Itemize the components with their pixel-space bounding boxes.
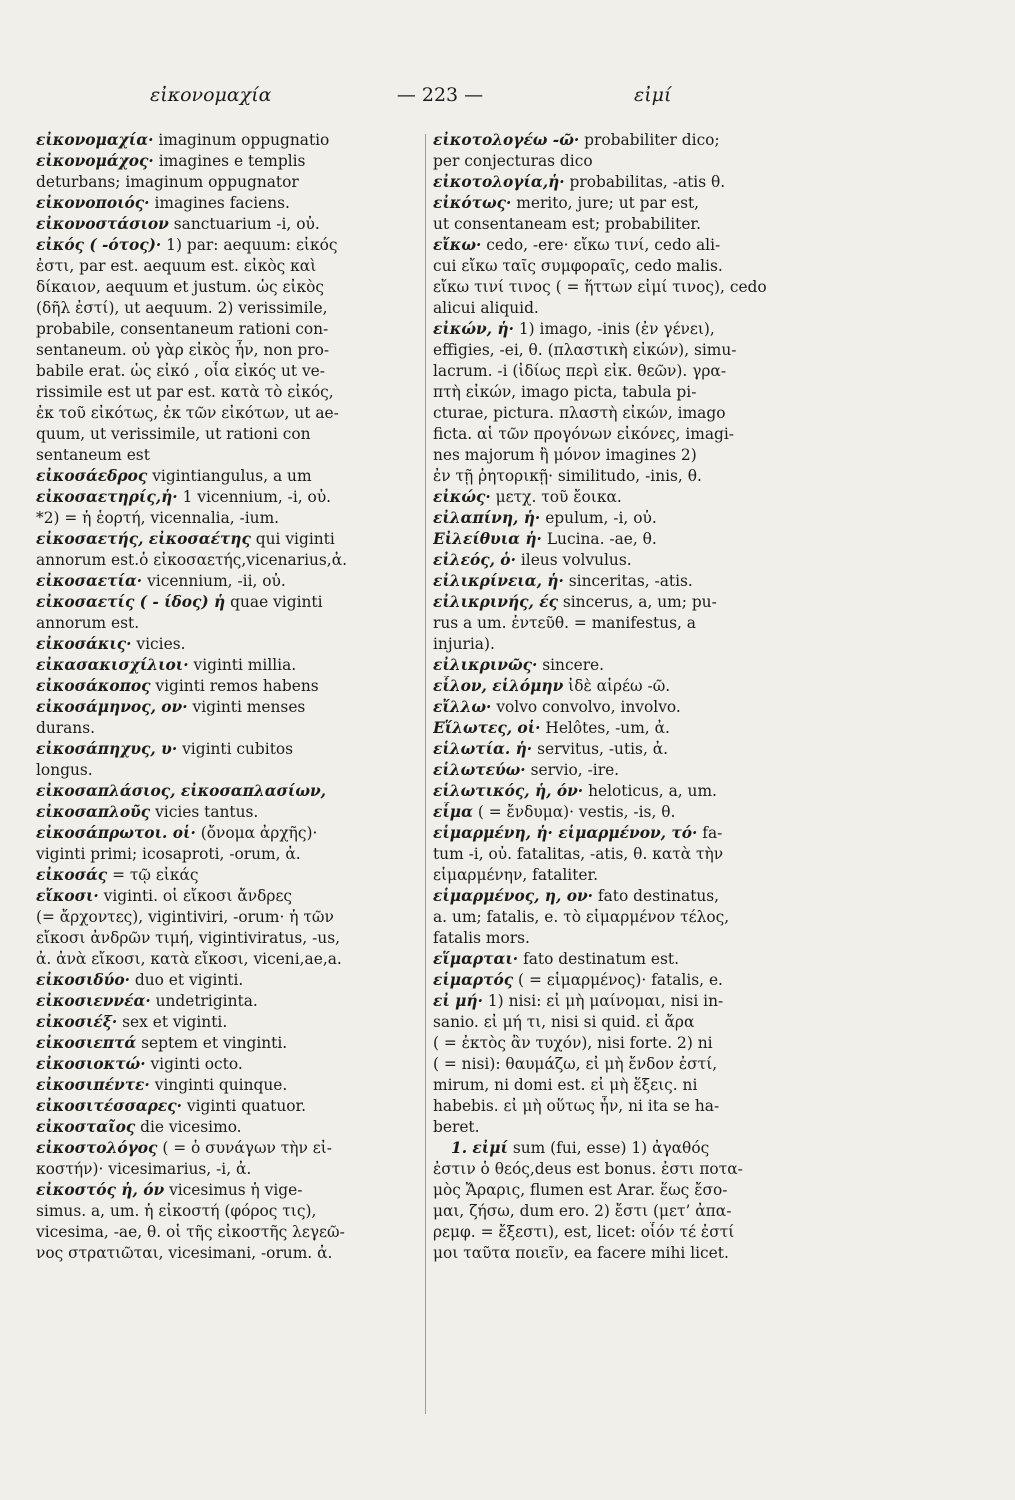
headword: εἷμα <box>433 803 473 821</box>
entry-line <box>36 886 421 907</box>
entry-line <box>36 655 421 676</box>
headword: εἰκοσαετής, εἰκοσαέτης <box>36 530 251 548</box>
definition-text: a. um; fatalis, e. τὸ εἱμαρμένον τέλος, <box>433 908 730 926</box>
headword: εἰκοσιπέντε· <box>36 1076 150 1094</box>
definition-text: tum -i, οὐ. fatalitas, -atis, θ. κατὰ τὴν <box>433 845 724 863</box>
definition-text: imagines faciens. <box>154 194 290 212</box>
left-column <box>36 130 421 1264</box>
definition-text: ( = ἐκτὸς ἂν τυχόν), nisi forte. 2) ni <box>433 1034 713 1052</box>
headword: εἰκοσάμηνος, ον· <box>36 698 188 716</box>
entry-line <box>36 1054 421 1075</box>
entry-line <box>433 445 825 466</box>
entry-line <box>433 718 825 739</box>
headword: εἰκοσαετία· <box>36 572 143 590</box>
definition-text: annorum est. <box>36 614 140 632</box>
entry-line <box>36 928 421 949</box>
definition-text: ἰδὲ αἱρέω -ῶ. <box>568 677 671 695</box>
entry-line <box>433 550 825 571</box>
definition-text: (ὄνομα ἀρχῆς)· <box>200 824 318 842</box>
header-right-guideword: εἰμί <box>634 84 672 106</box>
headword: εἰκοσαπλοῦς <box>36 803 151 821</box>
entry-line <box>36 760 421 781</box>
definition-text: cui εἴκω ταῖς συμφοραῖς, cedo malis. <box>433 257 723 275</box>
headword: εἱλωτεύω· <box>433 761 526 779</box>
definition-text: probabilitas, -atis θ. <box>569 173 726 191</box>
definition-text: 1) nisi: εἰ μὴ μαίνομαι, nisi in- <box>487 992 724 1010</box>
definition-text: μετχ. τοῦ ἔοικα. <box>495 488 622 506</box>
entry-line <box>36 844 421 865</box>
definition-text: 1) par: aequum: εἰκός <box>166 236 338 254</box>
definition-text: sincerus, a, um; pu- <box>562 593 717 611</box>
definition-text: sinceritas, -atis. <box>568 572 693 590</box>
entry-line <box>433 655 825 676</box>
entry-line <box>433 928 825 949</box>
definition-text: duo et viginti. <box>134 971 244 989</box>
definition-text: fa- <box>702 824 723 842</box>
headword: 1. εἰμί <box>451 1139 508 1157</box>
entry-line <box>433 634 825 655</box>
definition-text: servitus, -utis, ἀ. <box>537 740 669 758</box>
headword: εἰλικρινής, ές <box>433 593 558 611</box>
definition-text: μὸς Ἄραρις, flumen est Arar. ἕως ἔσο- <box>433 1181 728 1199</box>
entry-line <box>433 382 825 403</box>
entry-line <box>36 214 421 235</box>
definition-text: viginti cubitos <box>182 740 294 758</box>
definition-text: fato destinatum est. <box>523 950 679 968</box>
headword: εἰκοσιέξ· <box>36 1013 118 1031</box>
definition-text: viginti octo. <box>150 1055 243 1073</box>
entry-line <box>36 571 421 592</box>
definition-text: ficta. αἱ τῶν προγόνων εἰκόνες, imagi- <box>433 425 735 443</box>
definition-text: sum (fui, esse) 1) ἀγαθός <box>512 1139 710 1157</box>
entry-line <box>433 613 825 634</box>
entry-line <box>36 403 421 424</box>
definition-text: ἀ. ἀνὰ εἴκοσι, κατὰ εἴκοσι, viceni,ae,a. <box>36 950 342 968</box>
entry-line <box>36 1201 421 1222</box>
definition-text: vicesimus ἡ vige- <box>169 1181 303 1199</box>
entry-line <box>433 592 825 613</box>
definition-text: deturbans; imaginum oppugnator <box>36 173 299 191</box>
definition-text: vicesima, -ae, θ. οἱ τῆς εἰκοστῆς λεγεῶ- <box>36 1223 345 1241</box>
headword: εἰκασακισχίλιοι· <box>36 656 189 674</box>
definition-text: μοι ταῦτα ποιεῖν, ea facere mihi licet. <box>433 1244 729 1262</box>
definition-text: viginti primi; icosaproti, -orum, ἀ. <box>36 845 301 863</box>
entry-line <box>433 1096 825 1117</box>
entry-line <box>433 319 825 340</box>
entry-line <box>36 739 421 760</box>
definition-text: ἐστιν ὁ θεός,deus est bonus. ἐστι ποτα- <box>433 1160 743 1178</box>
headword: εἴκοσι· <box>36 887 99 905</box>
entry-line <box>433 298 825 319</box>
entry-line <box>433 1180 825 1201</box>
headword: εἰλαπίνη, ἡ· <box>433 509 541 527</box>
entry-line <box>433 235 825 256</box>
entry-line <box>36 361 421 382</box>
definition-text: ἐν τῇ ῥητορικῇ· similitudo, -inis, θ. <box>433 467 702 485</box>
entry-line <box>433 424 825 445</box>
entry-line <box>433 865 825 886</box>
entry-line <box>36 907 421 928</box>
headword: εἰκονομαχία· <box>36 131 154 149</box>
definition-text: viginti quatuor. <box>186 1097 307 1115</box>
definition-text: nes majorum ἢ μόνον imagines 2) <box>433 446 697 464</box>
definition-text: viginti remos habens <box>155 677 319 695</box>
definition-text: injuria). <box>433 635 495 653</box>
entry-line <box>433 949 825 970</box>
headword: εἷλον, εἱλόμην <box>433 677 564 695</box>
headword: εἰκός ( -ότος)· <box>36 236 162 254</box>
headword: εἰκοσαετηρίς,ἡ· <box>36 488 178 506</box>
definition-text: ἐκ τοῦ εἰκότως, ἐκ τῶν εἰκότων, ut ae- <box>36 404 339 422</box>
definition-text: ut consentaneam est; probabiliter. <box>433 215 701 233</box>
definition-text: *2) = ἡ ἑορτή, vicennalia, -ium. <box>36 509 280 527</box>
definition-text: νος στρατιῶται, vicesimani, -orum. ἀ. <box>36 1244 333 1262</box>
definition-text: ileus volvulus. <box>520 551 632 569</box>
entry-line <box>433 172 825 193</box>
definition-text: cedo, -ere· εἴκω τινί, cedo ali- <box>486 236 721 254</box>
definition-text: πτὴ εἰκών, imago picta, tabula pi- <box>433 383 697 401</box>
headword: εἰκοσάεδρος <box>36 467 148 485</box>
headword: εἰκών, ἡ· <box>433 320 514 338</box>
definition-text: κοστήν)· vicesimarius, -i, ἀ. <box>36 1160 252 1178</box>
definition-text: epulum, -i, οὐ. <box>545 509 657 527</box>
definition-text: rissimile est ut par est. κατὰ τὸ εἰκός, <box>36 383 334 401</box>
headword: εἰλικρινῶς· <box>433 656 538 674</box>
headword: εἰκοσιεπτά <box>36 1034 137 1052</box>
definition-text: servio, -ire. <box>530 761 620 779</box>
headword: εἰλεός, ὁ· <box>433 551 516 569</box>
entry-line <box>36 1243 421 1264</box>
entry-line <box>36 1117 421 1138</box>
headword: εἰκοσιτέσσαρες· <box>36 1097 182 1115</box>
entry-line <box>36 781 421 802</box>
right-column <box>433 130 825 1264</box>
entry-line <box>433 1201 825 1222</box>
entry-line <box>433 1243 825 1264</box>
headword: εἰκονοποιός· <box>36 194 150 212</box>
headword: εἰκοσιδύο· <box>36 971 130 989</box>
headword: εἱμαρτός <box>433 971 514 989</box>
entry-line <box>433 907 825 928</box>
headword: εἱλωτικός, ἡ, όν· <box>433 782 584 800</box>
definition-text: durans. <box>36 719 95 737</box>
entry-line <box>433 739 825 760</box>
entry-line <box>36 466 421 487</box>
definition-text: mirum, ni domi est. εἰ μὴ ἕξεις. ni <box>433 1076 698 1094</box>
entry-line <box>433 403 825 424</box>
definition-text: fatalis mors. <box>433 929 530 947</box>
entry-line <box>433 1159 825 1180</box>
definition-text: vinginti quinque. <box>154 1076 288 1094</box>
definition-text: alicui aliquid. <box>433 299 539 317</box>
headword: εἵμαρται· <box>433 950 519 968</box>
definition-text: = τῷ εἰκάς <box>112 866 199 884</box>
entry-line <box>36 1075 421 1096</box>
entry-line <box>36 949 421 970</box>
headword: εἴκω· <box>433 236 482 254</box>
definition-text: ἐστι, par est. aequum est. εἰκὸς καὶ <box>36 257 317 275</box>
definition-text: εἴκοσι ἀνδρῶν τιμή, vigintiviratus, -us, <box>36 929 340 947</box>
entry-line <box>36 991 421 1012</box>
headword: εἰκονοστάσιον <box>36 215 169 233</box>
definition-text: per conjecturas dico <box>433 152 593 170</box>
headword: Εἵλωτες, οἱ· <box>433 719 541 737</box>
entry-line <box>36 277 421 298</box>
entry-line <box>433 487 825 508</box>
entry-line <box>433 466 825 487</box>
definition-text: vicies tantus. <box>155 803 259 821</box>
entry-line <box>36 1096 421 1117</box>
definition-text: habebis. εἰ μὴ οὕτως ἦν, ni ita se ha- <box>433 1097 720 1115</box>
headword: εἱλωτία. ἡ· <box>433 740 533 758</box>
headword: Εἰλείθυια ἡ· <box>433 530 542 548</box>
entry-line <box>36 676 421 697</box>
headword: εἱμαρμένος, η, ον· <box>433 887 594 905</box>
entry-line <box>36 718 421 739</box>
definition-text: (δῆλ ἐστί), ut aequum. 2) verissimile, <box>36 299 328 317</box>
definition-text: vigintiangulus, a um <box>152 467 312 485</box>
definition-text: εἴκω τινί τινος ( = ἥττων εἰμί τινος), cedo <box>433 278 767 296</box>
entry-line <box>36 634 421 655</box>
headword: εἰκοτολογία,ἡ· <box>433 173 565 191</box>
entry-line <box>433 886 825 907</box>
definition-text: cturae, pictura. πλαστὴ εἰκών, imago <box>433 404 726 422</box>
entry-line <box>433 760 825 781</box>
headword: εἰ μή· <box>433 992 483 1010</box>
definition-text: septem et vinginti. <box>141 1034 288 1052</box>
headword: εἰκοσταῖος <box>36 1118 136 1136</box>
definition-text: quae viginti <box>230 593 323 611</box>
entry-line <box>433 697 825 718</box>
headword: εἰκοσιεννέα· <box>36 992 151 1010</box>
entry-line <box>36 172 421 193</box>
entry-line <box>36 298 421 319</box>
definition-text: probabile, consentaneum rationi con- <box>36 320 329 338</box>
definition-text: εἱμαρμένην, fataliter. <box>433 866 599 884</box>
entry-line <box>433 1117 825 1138</box>
headword: εἰκοτολογέω -ῶ· <box>433 131 580 149</box>
definition-text: simus. a, um. ἡ εἰκοστή (φόρος τις), <box>36 1202 317 1220</box>
definition-text: heloticus, a, um. <box>588 782 717 800</box>
entry-line <box>36 970 421 991</box>
definition-text: μαι, ζήσω, dum ero. 2) ἔστι (μετ’ ἀπα- <box>433 1202 732 1220</box>
entry-line <box>433 256 825 277</box>
entry-line <box>36 1012 421 1033</box>
definition-text: viginti. οἱ εἴκοσι ἄνδρες <box>103 887 293 905</box>
definition-text: merito, jure; ut par est, <box>516 194 700 212</box>
entry-line <box>433 1075 825 1096</box>
headword: εἰκότως· <box>433 194 512 212</box>
definition-text: (= ἄρχοντες), vigintiviri, -orum· ἡ τῶν <box>36 908 334 926</box>
headword: εἰκοσιοκτώ· <box>36 1055 146 1073</box>
headword: εἰκοστολόγος <box>36 1139 158 1157</box>
definition-text: Lucina. -ae, θ. <box>546 530 657 548</box>
headword: εἰκώς· <box>433 488 491 506</box>
entry-line <box>36 235 421 256</box>
entry-line <box>36 130 421 151</box>
definition-text: sentaneum. οὐ γὰρ εἰκὸς ἦν, non pro- <box>36 341 330 359</box>
headword: εἰλικρίνεια, ἡ· <box>433 572 564 590</box>
definition-text: volvo convolvo, involvo. <box>496 698 681 716</box>
entry-line <box>36 529 421 550</box>
definition-text: fato destinatus, <box>597 887 720 905</box>
entry-line <box>36 865 421 886</box>
definition-text: sentaneum est <box>36 446 150 464</box>
page-number: — 223 — <box>396 84 484 106</box>
entry-line <box>433 1012 825 1033</box>
entry-line <box>36 340 421 361</box>
entry-line <box>433 193 825 214</box>
definition-text: ( = ὁ συνάγων τὴν εἰ- <box>162 1139 332 1157</box>
definition-text: Helôtes, -um, ἀ. <box>545 719 670 737</box>
header-left-guideword: εἰκονομαχία <box>150 84 272 106</box>
definition-text: imagines e templis <box>158 152 306 170</box>
definition-text: annorum est.ὁ εἰκοσαετής,vicenarius,ἀ. <box>36 551 347 569</box>
definition-text: quum, ut verissimile, ut rationi con <box>36 425 311 443</box>
definition-text: undetriginta. <box>155 992 258 1010</box>
entry-line <box>36 613 421 634</box>
headword: εἱμαρμένη, ἡ· εἱμαρμένον, τό· <box>433 824 698 842</box>
definition-text: lacrum. -i (ἰδίως περὶ εἰκ. θεῶν). γρα- <box>433 362 727 380</box>
entry-line <box>36 1033 421 1054</box>
definition-text: rus a um. ἐντεῦθ. = manifestus, a <box>433 614 696 632</box>
entry-line <box>433 823 825 844</box>
definition-text: vicies. <box>136 635 186 653</box>
entry-line <box>36 256 421 277</box>
entry-line <box>433 802 825 823</box>
entry-line <box>36 802 421 823</box>
entry-line <box>36 151 421 172</box>
column-divider <box>425 134 426 1414</box>
definition-text: imaginum oppugnatio <box>158 131 330 149</box>
definition-text: viginti millia. <box>193 656 297 674</box>
entry-line <box>433 214 825 235</box>
definition-text: qui viginti <box>255 530 335 548</box>
entry-line <box>36 1138 421 1159</box>
entry-line <box>433 130 825 151</box>
definition-text: ρεμφ. = ἔξεστι), est, licet: οἷόν τέ ἐστί <box>433 1223 735 1241</box>
definition-text: babile erat. ὡς εἰκό , οἷα εἰκός ut ve- <box>36 362 325 380</box>
headword: εἰκοστός ἡ, όν <box>36 1181 165 1199</box>
entry-line <box>36 193 421 214</box>
headword: εἰκοσάπηχυς, υ· <box>36 740 178 758</box>
definition-text: vicennium, -ii, οὐ. <box>147 572 286 590</box>
entry-line <box>433 844 825 865</box>
page-header <box>0 84 1015 114</box>
entry-line <box>36 319 421 340</box>
entry-line <box>433 508 825 529</box>
entry-line <box>433 571 825 592</box>
entry-line <box>36 508 421 529</box>
definition-text: longus. <box>36 761 93 779</box>
entry-line <box>36 382 421 403</box>
headword: εἰκοσάπρωτοι. οἱ· <box>36 824 196 842</box>
headword: εἰκοσάκις· <box>36 635 132 653</box>
entry-line <box>433 676 825 697</box>
definition-text: effigies, -ei, θ. (πλαστικὴ εἰκών), simu- <box>433 341 737 359</box>
definition-text: sex et viginti. <box>122 1013 228 1031</box>
definition-text: 1) imago, -inis (ἐν γένει), <box>518 320 715 338</box>
entry-line <box>433 151 825 172</box>
headword: εἰκοσαετίς ( - ίδος) ἡ <box>36 593 226 611</box>
definition-text: sanio. εἰ μή τι, nisi si quid. εἰ ἄρα <box>433 1013 695 1031</box>
entry-line <box>36 487 421 508</box>
entry-line <box>433 1138 825 1159</box>
entry-line <box>433 1054 825 1075</box>
definition-text: ( = nisi): θαυμάζω, εἰ μὴ ἔνδον ἐστί, <box>433 1055 718 1073</box>
entry-line <box>36 1159 421 1180</box>
entry-line <box>433 970 825 991</box>
entry-line <box>433 361 825 382</box>
definition-text: 1 vicennium, -i, οὐ. <box>182 488 332 506</box>
definition-text: sanctuarium -i, οὐ. <box>173 215 320 233</box>
entry-line <box>36 1180 421 1201</box>
entry-line <box>36 550 421 571</box>
entry-line <box>433 1222 825 1243</box>
entry-line <box>433 991 825 1012</box>
definition-text: sincere. <box>542 656 605 674</box>
headword: εἰκοσάς <box>36 866 108 884</box>
entry-line <box>433 1033 825 1054</box>
definition-text: beret. <box>433 1118 480 1136</box>
definition-text: viginti menses <box>192 698 306 716</box>
entry-line <box>433 277 825 298</box>
definition-text: ( = ἔνδυμα)· vestis, -is, θ. <box>477 803 676 821</box>
definition-text: δίκαιον, aequum et justum. ὡς εἰκὸς <box>36 278 325 296</box>
headword: εἰκοσαπλάσιος, εἰκοσαπλασίων, <box>36 782 327 800</box>
entry-line <box>433 340 825 361</box>
headword: εἴλλω· <box>433 698 492 716</box>
definition-text: die vicesimo. <box>140 1118 242 1136</box>
entry-line <box>36 1222 421 1243</box>
entry-line <box>433 529 825 550</box>
entry-line <box>36 445 421 466</box>
definition-text: probabiliter dico; <box>584 131 720 149</box>
definition-text: ( = εἱμαρμένος)· fatalis, e. <box>518 971 723 989</box>
headword: εἰκονομάχος· <box>36 152 154 170</box>
entry-line <box>36 592 421 613</box>
entry-line <box>36 697 421 718</box>
entry-line <box>36 424 421 445</box>
entry-line <box>433 781 825 802</box>
entry-line <box>36 823 421 844</box>
headword: εἰκοσάκοπος <box>36 677 151 695</box>
